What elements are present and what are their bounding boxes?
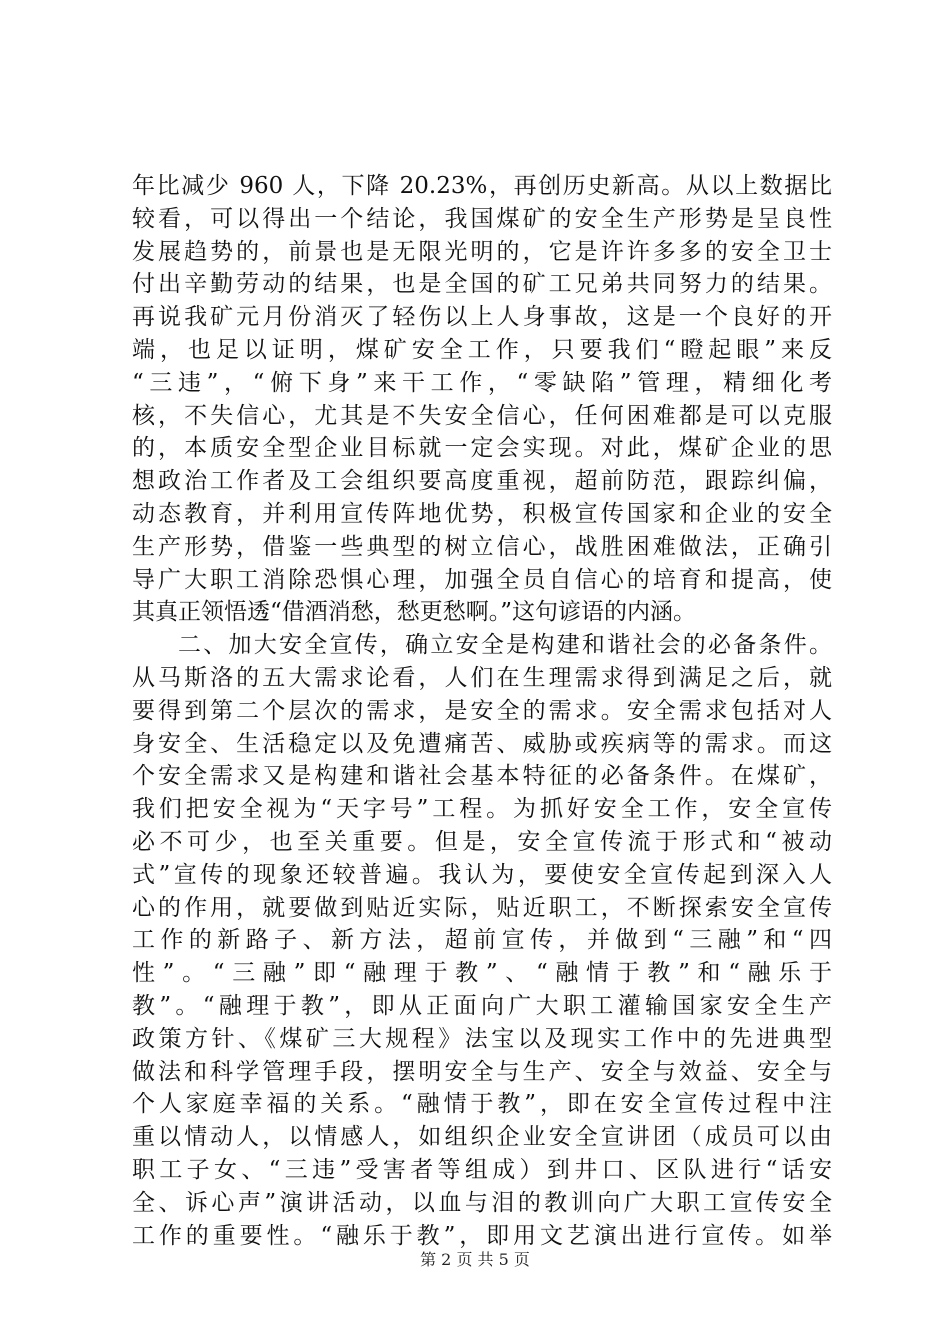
body-text — [132, 170, 832, 1252]
text-line: 做法和科学管理手段，摆明安全与生产、安全与效益、安全与 — [132, 1058, 832, 1085]
text-line: 身安全、生活稳定以及免遭痛苦、威胁或疾病等的需求。而这 — [132, 730, 832, 757]
text-line: 式”宣传的现象还较普遍。我认为，要使安全宣传起到深入人 — [132, 861, 832, 888]
text-line: 必不可少，也至关重要。但是，安全宣传流于形式和“被动 — [132, 828, 832, 855]
text-line: 付出辛勤劳动的结果，也是全国的矿工兄弟共同努力的结果。 — [132, 271, 832, 298]
text-line: 全、诉心声”演讲活动，以血与泪的教训向广大职工宣传安全 — [132, 1189, 832, 1216]
text-line: 教”。“融理于教”，即从正面向广大职工灌输国家安全生产 — [132, 992, 832, 1019]
text-line: 工作的重要性。“融乐于教”，即用文艺演出进行宣传。如举 — [132, 1222, 832, 1249]
text-line: 端，也足以证明，煤矿安全工作，只要我们“瞪起眼”来反 — [132, 336, 832, 363]
text-line: 性”。“三融”即“融理于教”、“融情于教”和“融乐于 — [132, 960, 832, 987]
text-line: 动态教育，并利用宣传阵地优势，积极宣传国家和企业的安全 — [132, 500, 832, 527]
text-line: 个人家庭幸福的关系。“融情于教”，即在安全宣传过程中注 — [132, 1091, 832, 1118]
text-line: 其真正领悟透“借酒消愁，愁更愁啊。”这句谚语的内涵。 — [132, 599, 697, 626]
text-line: 较看，可以得出一个结论，我国煤矿的安全生产形势是呈良性 — [132, 205, 832, 232]
text-line: 年比减少 960 人，下降 20.23%，再创历史新高。从以上数据比 — [132, 173, 832, 199]
text-line: 再说我矿元月份消灭了轻伤以上人身事故，这是一个良好的开 — [132, 304, 832, 331]
text-line: 的，本质安全型企业目标就一定会实现。对此，煤矿企业的思 — [132, 435, 832, 462]
text-line: 个安全需求又是构建和谐社会基本特征的必备条件。在煤矿， — [132, 763, 832, 790]
text-line: 要得到第二个层次的需求，是安全的需求。安全需求包括对人 — [132, 697, 832, 724]
section-heading-line: 二、加大安全宣传，确立安全是构建和谐社会的必备条件。 — [178, 632, 832, 659]
text-line: 导广大职工消除恐惧心理，加强全员自信心的培育和提高，使 — [132, 566, 832, 593]
text-line: 心的作用，就要做到贴近实际，贴近职工，不断探索安全宣传 — [132, 894, 832, 921]
page-number-footer: 第 2 页 共 5 页 — [420, 1250, 530, 1269]
text-line: “三违”，“俯下身”来干工作，“零缺陷”管理，精细化考 — [132, 369, 832, 396]
text-line: 政策方针、《煤矿三大规程》法宝以及现实工作中的先进典型 — [132, 1025, 832, 1052]
text-line: 职工子女、“三违”受害者等组成）到井口、区队进行“话安 — [132, 1156, 832, 1183]
text-line: 想政治工作者及工会组织要高度重视，超前防范，跟踪纠偏， — [132, 468, 832, 495]
text-line: 发展趋势的，前景也是无限光明的，它是许许多多的安全卫士 — [132, 238, 832, 265]
text-line: 从马斯洛的五大需求论看，人们在生理需求得到满足之后，就 — [132, 664, 832, 691]
text-line: 核，不失信心，尤其是不失安全信心，任何困难都是可以克服 — [132, 402, 832, 429]
text-line: 重以情动人，以情感人，如组织企业安全宣讲团（成员可以由 — [132, 1124, 832, 1151]
text-line: 生产形势，借鉴一些典型的树立信心，战胜困难做法，正确引 — [132, 533, 832, 560]
text-line: 我们把安全视为“天字号”工程。为抓好安全工作，安全宣传 — [132, 796, 832, 823]
text-line: 工作的新路子、新方法，超前宣传，并做到“三融”和“四 — [132, 927, 832, 954]
